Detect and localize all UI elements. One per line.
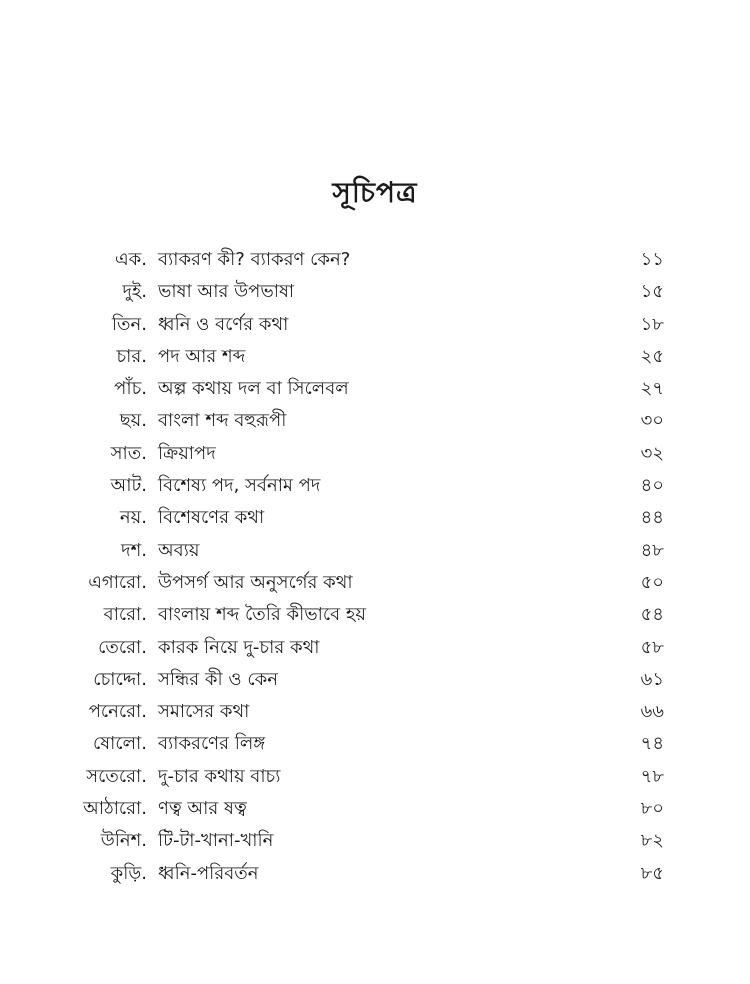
page-number: ৩২ <box>640 442 664 464</box>
chapter-number: আট. <box>110 475 147 497</box>
chapter-title: ধ্বনি-পরিবর্তন <box>158 862 259 884</box>
chapter-title: ব্যাকরণ কী? ব্যাকরণ কেন? <box>158 249 351 270</box>
toc-row <box>0 599 750 631</box>
chapter-title: অল্প কথায় দল বা সিলেবল <box>158 378 349 400</box>
page-number: ৪০ <box>640 475 664 497</box>
toc-row <box>0 438 750 470</box>
page-number: ৫৪ <box>640 604 664 626</box>
page-number: ১৮ <box>640 313 664 335</box>
chapter-number: আঠারো. <box>83 798 147 820</box>
toc-row <box>0 373 750 405</box>
toc-row <box>0 761 750 793</box>
chapter-title: সমাসের কথা <box>158 701 250 723</box>
chapter-number: সাত. <box>110 442 147 464</box>
toc-row <box>0 728 750 760</box>
page-number: ৬৬ <box>640 701 664 723</box>
chapter-number: কুড়ি. <box>110 862 147 884</box>
toc-row <box>0 825 750 857</box>
chapter-title: ক্রিয়াপদ <box>158 442 216 464</box>
toc-row <box>0 793 750 825</box>
chapter-number: দশ. <box>121 539 147 561</box>
chapter-number: দুই. <box>122 281 147 303</box>
toc-row <box>0 567 750 599</box>
chapter-title: ভাষা আর উপভাষা <box>158 281 295 303</box>
chapter-title: ধ্বনি ও বর্ণের কথা <box>158 313 289 335</box>
chapter-number: চোদ্দো. <box>93 668 147 690</box>
chapter-title: সন্ধির কী ও কেন <box>158 668 278 690</box>
chapter-number: নয়. <box>119 507 147 529</box>
chapter-title: কারক নিয়ে দু-চার কথা <box>158 636 320 658</box>
chapter-number: এগারো. <box>88 571 147 593</box>
page-number: ১১ <box>640 249 664 270</box>
toc-row <box>0 276 750 308</box>
chapter-title: দু-চার কথায় বাচ্য <box>158 765 281 787</box>
chapter-title: অব্যয় <box>158 539 200 561</box>
toc-row <box>0 696 750 728</box>
page-number: ৫০ <box>640 571 664 593</box>
page-number: ৭৪ <box>640 733 664 755</box>
toc-row <box>0 341 750 373</box>
chapter-number: বারো. <box>103 604 147 626</box>
page-number: ৩০ <box>640 410 664 432</box>
page-number: ১৫ <box>640 281 664 303</box>
chapter-number: সতেরো. <box>86 765 147 787</box>
toc-row <box>0 502 750 534</box>
toc-row <box>0 535 750 567</box>
chapter-number: পাঁচ. <box>114 378 147 400</box>
chapter-title: ণত্ব আর ষত্ব <box>158 798 247 820</box>
toc-row <box>0 309 750 341</box>
page-number: ৮২ <box>640 830 664 852</box>
chapter-number: পনেরো. <box>88 701 147 723</box>
page-number: ৪৮ <box>640 539 664 561</box>
page-number: ৮০ <box>640 798 664 820</box>
chapter-number: উনিশ. <box>100 830 147 852</box>
chapter-number: এক. <box>114 249 147 270</box>
toc-row <box>0 664 750 696</box>
chapter-title: টি-টা-খানা-খানি <box>158 830 274 852</box>
toc-row <box>0 244 750 276</box>
page-title: সূচিপত্র <box>332 175 418 209</box>
page-number: ৪৪ <box>640 507 664 529</box>
chapter-title: বিশেষণের কথা <box>158 507 265 529</box>
chapter-title: বিশেষ্য পদ, সর্বনাম পদ <box>158 475 321 497</box>
chapter-number: ষোলো. <box>92 733 147 755</box>
page-number: ৮৫ <box>640 862 664 884</box>
toc-row <box>0 405 750 437</box>
chapter-number: চার. <box>116 345 147 367</box>
toc-row <box>0 632 750 664</box>
toc-row <box>0 470 750 502</box>
chapter-title: পদ আর শব্দ <box>158 345 246 367</box>
chapter-number: ছয়. <box>119 410 147 432</box>
chapter-title: ব্যাকরণের লিঙ্গ <box>158 733 266 755</box>
table-of-contents <box>0 244 750 890</box>
chapter-number: তেরো. <box>98 636 147 658</box>
page-number: ৭৮ <box>640 765 664 787</box>
page-number: ৫৮ <box>640 636 664 658</box>
chapter-title: উপসর্গ আর অনুসর্গের কথা <box>158 571 353 593</box>
toc-row <box>0 858 750 890</box>
chapter-title: বাংলায় শব্দ তৈরি কীভাবে হয় <box>158 604 366 626</box>
page-number: ৬১ <box>640 668 664 690</box>
chapter-number: তিন. <box>111 313 147 335</box>
page-number: ২৭ <box>640 378 664 400</box>
page-number: ২৫ <box>640 345 664 367</box>
chapter-title: বাংলা শব্দ বহুরূপী <box>158 410 287 432</box>
